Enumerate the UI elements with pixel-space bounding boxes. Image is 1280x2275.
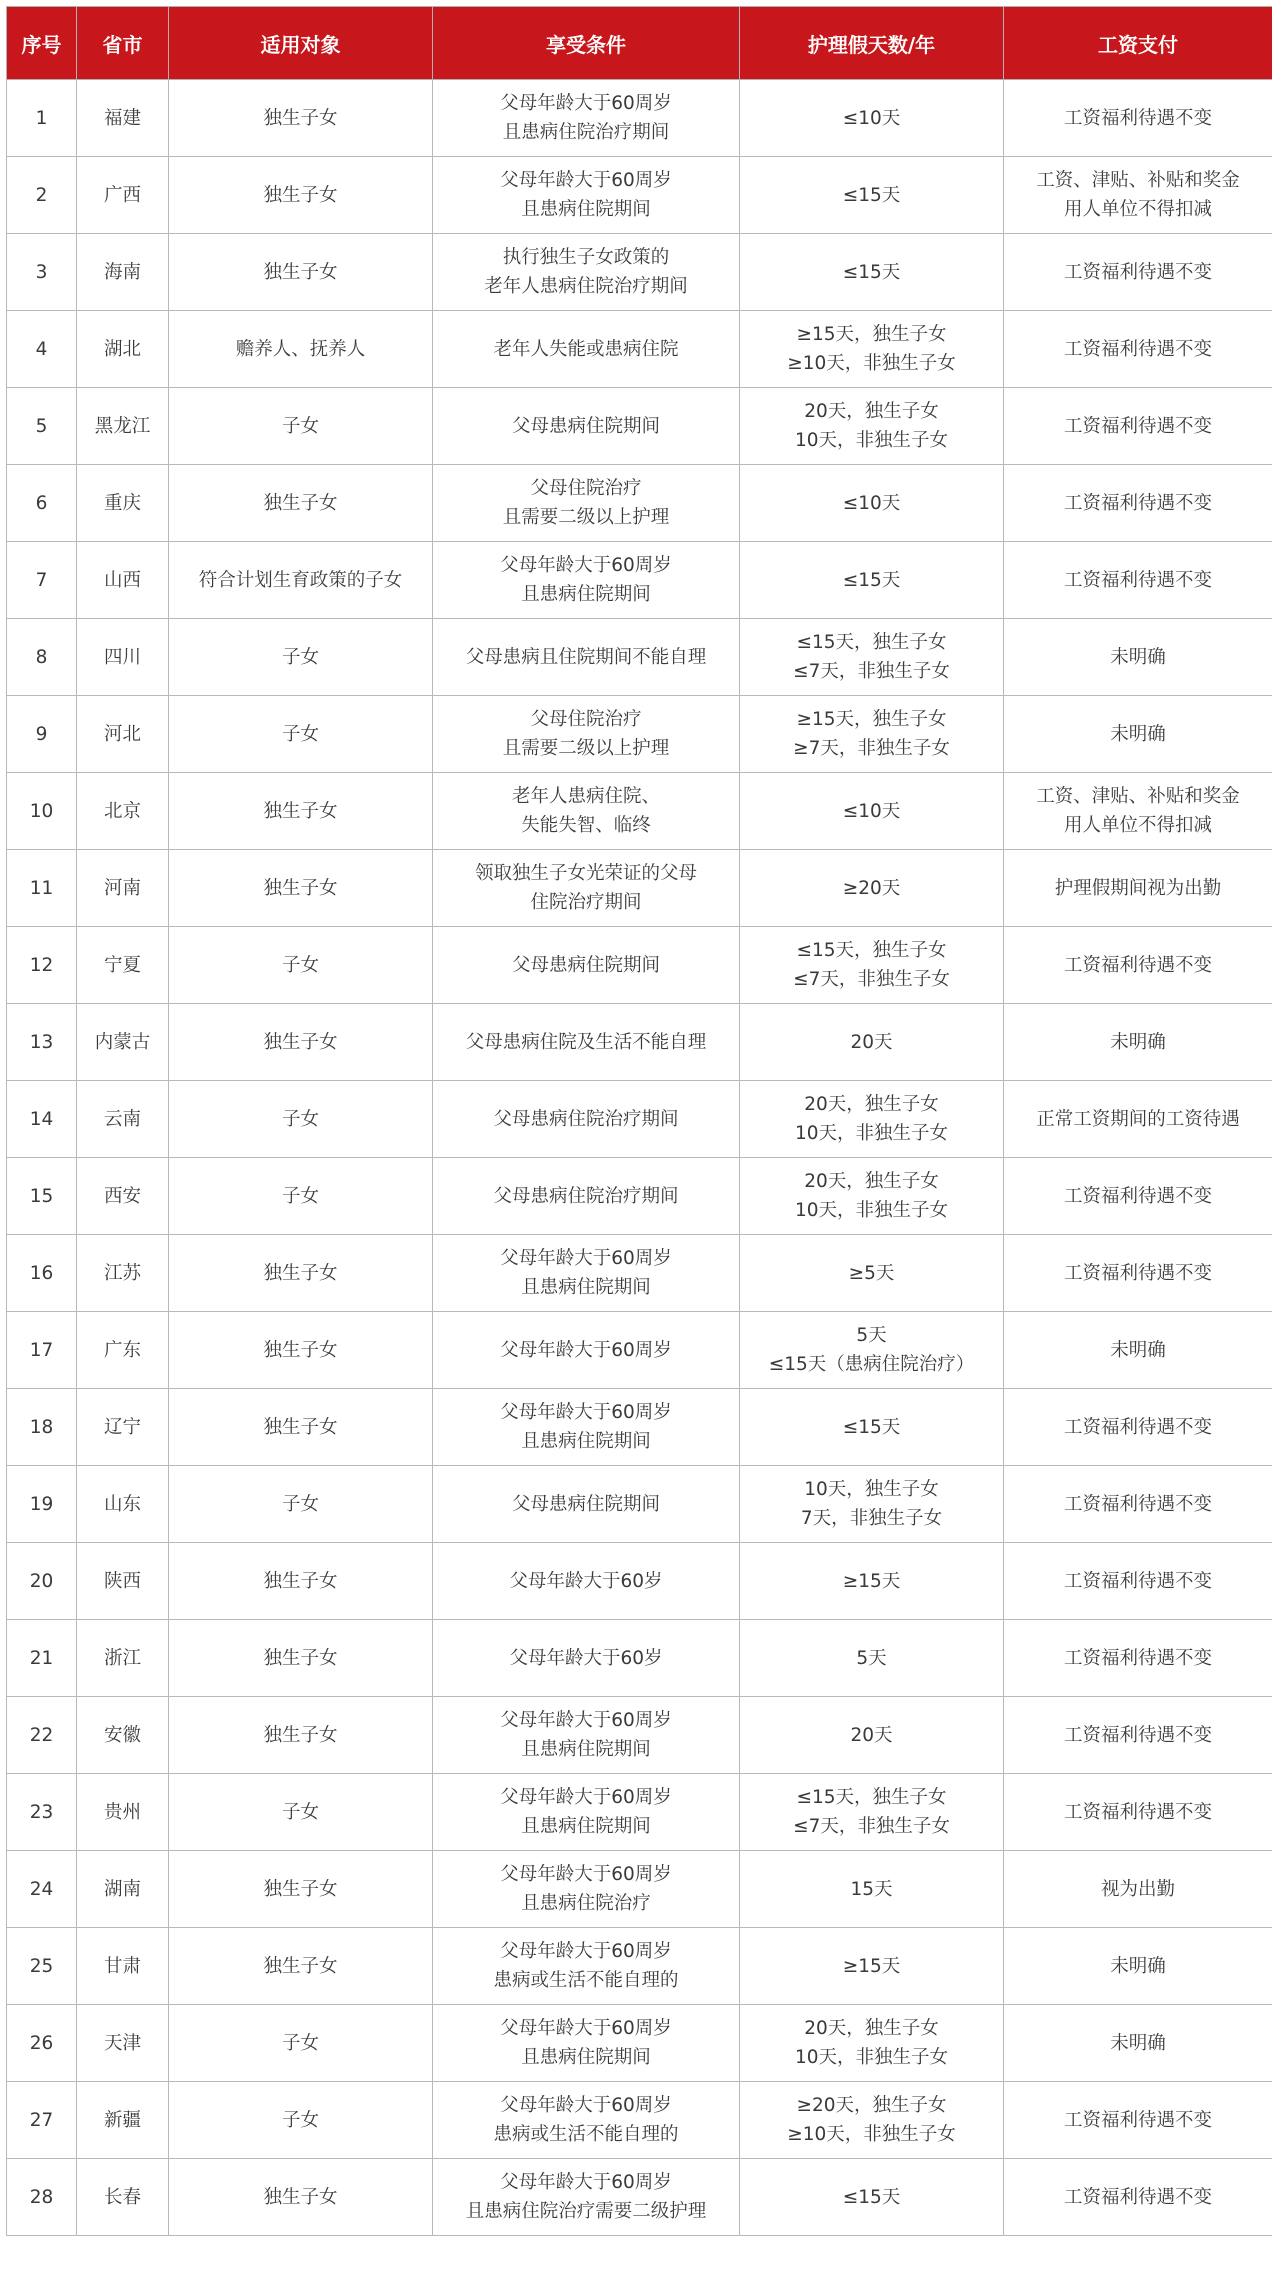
cell-condition: 父母年龄大于60周岁 xyxy=(433,1312,740,1389)
cell-wage: 未明确 xyxy=(1004,1004,1273,1081)
cell-days: ≤15天，独生子女 ≤7天，非独生子女 xyxy=(740,1774,1004,1851)
cell-wage: 工资福利待遇不变 xyxy=(1004,311,1273,388)
cell-condition: 父母患病住院治疗期间 xyxy=(433,1158,740,1235)
cell-days: ≤15天，独生子女 ≤7天，非独生子女 xyxy=(740,619,1004,696)
cell-province: 河北 xyxy=(77,696,169,773)
cell-province: 四川 xyxy=(77,619,169,696)
cell-days: 20天，独生子女 10天，非独生子女 xyxy=(740,388,1004,465)
cell-index: 28 xyxy=(7,2159,77,2236)
cell-eligible: 独生子女 xyxy=(169,1697,433,1774)
cell-wage: 工资福利待遇不变 xyxy=(1004,1466,1273,1543)
cell-wage: 工资福利待遇不变 xyxy=(1004,2159,1273,2236)
cell-wage: 未明确 xyxy=(1004,1312,1273,1389)
cell-province: 山东 xyxy=(77,1466,169,1543)
header-wage: 工资支付 xyxy=(1004,7,1273,80)
table-row xyxy=(7,1697,1273,1774)
cell-days: ≥20天，独生子女 ≥10天，非独生子女 xyxy=(740,2082,1004,2159)
cell-wage: 工资福利待遇不变 xyxy=(1004,388,1273,465)
cell-days: ≥15天 xyxy=(740,1543,1004,1620)
cell-wage: 工资福利待遇不变 xyxy=(1004,80,1273,157)
cell-eligible: 独生子女 xyxy=(169,157,433,234)
cell-condition: 父母年龄大于60周岁 且患病住院期间 xyxy=(433,1235,740,1312)
cell-province: 重庆 xyxy=(77,465,169,542)
table-row xyxy=(7,157,1273,234)
table-header xyxy=(7,7,1273,80)
cell-eligible: 子女 xyxy=(169,619,433,696)
cell-days: ≤10天 xyxy=(740,465,1004,542)
cell-province: 宁夏 xyxy=(77,927,169,1004)
cell-province: 新疆 xyxy=(77,2082,169,2159)
cell-wage: 工资福利待遇不变 xyxy=(1004,1697,1273,1774)
cell-condition: 老年人患病住院、 失能失智、临终 xyxy=(433,773,740,850)
cell-days: 20天，独生子女 10天，非独生子女 xyxy=(740,2005,1004,2082)
table-row xyxy=(7,465,1273,542)
cell-index: 21 xyxy=(7,1620,77,1697)
cell-condition: 父母年龄大于60周岁 患病或生活不能自理的 xyxy=(433,1928,740,2005)
cell-eligible: 独生子女 xyxy=(169,850,433,927)
cell-condition: 父母年龄大于60周岁 且患病住院治疗期间 xyxy=(433,80,740,157)
cell-index: 18 xyxy=(7,1389,77,1466)
cell-wage: 工资福利待遇不变 xyxy=(1004,1389,1273,1466)
table-row xyxy=(7,2082,1273,2159)
cell-province: 甘肃 xyxy=(77,1928,169,2005)
cell-province: 河南 xyxy=(77,850,169,927)
header-province: 省市 xyxy=(77,7,169,80)
cell-condition: 父母年龄大于60周岁 且患病住院治疗需要二级护理 xyxy=(433,2159,740,2236)
cell-eligible: 子女 xyxy=(169,1774,433,1851)
cell-eligible: 子女 xyxy=(169,1158,433,1235)
cell-province: 海南 xyxy=(77,234,169,311)
table-row xyxy=(7,80,1273,157)
table-row xyxy=(7,619,1273,696)
cell-condition: 父母患病住院及生活不能自理 xyxy=(433,1004,740,1081)
cell-eligible: 子女 xyxy=(169,1081,433,1158)
cell-eligible: 子女 xyxy=(169,927,433,1004)
cell-wage: 工资福利待遇不变 xyxy=(1004,1620,1273,1697)
cell-index: 16 xyxy=(7,1235,77,1312)
cell-wage: 工资福利待遇不变 xyxy=(1004,1774,1273,1851)
cell-wage: 未明确 xyxy=(1004,619,1273,696)
cell-province: 贵州 xyxy=(77,1774,169,1851)
cell-wage: 工资福利待遇不变 xyxy=(1004,542,1273,619)
table-row xyxy=(7,1004,1273,1081)
table-row xyxy=(7,311,1273,388)
cell-index: 10 xyxy=(7,773,77,850)
cell-condition: 父母患病住院期间 xyxy=(433,927,740,1004)
cell-condition: 父母年龄大于60周岁 且患病住院期间 xyxy=(433,1774,740,1851)
cell-eligible: 子女 xyxy=(169,2082,433,2159)
cell-index: 26 xyxy=(7,2005,77,2082)
policy-table-container xyxy=(6,6,1272,2269)
cell-eligible: 独生子女 xyxy=(169,1235,433,1312)
cell-days: 20天 xyxy=(740,1697,1004,1774)
cell-index: 5 xyxy=(7,388,77,465)
cell-wage: 工资福利待遇不变 xyxy=(1004,465,1273,542)
cell-wage: 工资福利待遇不变 xyxy=(1004,2082,1273,2159)
cell-condition: 父母年龄大于60周岁 患病或生活不能自理的 xyxy=(433,2082,740,2159)
cell-days: 15天 xyxy=(740,1851,1004,1928)
cell-eligible: 独生子女 xyxy=(169,1543,433,1620)
cell-index: 19 xyxy=(7,1466,77,1543)
cell-condition: 父母年龄大于60周岁 且患病住院治疗 xyxy=(433,1851,740,1928)
cell-condition: 父母患病住院治疗期间 xyxy=(433,1081,740,1158)
cell-condition: 父母年龄大于60周岁 且患病住院期间 xyxy=(433,1389,740,1466)
cell-days: ≤15天 xyxy=(740,1389,1004,1466)
cell-index: 1 xyxy=(7,80,77,157)
cell-condition: 父母患病住院期间 xyxy=(433,1466,740,1543)
cell-condition: 父母患病且住院期间不能自理 xyxy=(433,619,740,696)
table-row xyxy=(7,696,1273,773)
table-row xyxy=(7,388,1273,465)
cell-wage: 正常工资期间的工资待遇 xyxy=(1004,1081,1273,1158)
cell-wage: 工资、津贴、补贴和奖金 用人单位不得扣减 xyxy=(1004,157,1273,234)
cell-province: 广东 xyxy=(77,1312,169,1389)
cell-wage: 未明确 xyxy=(1004,2005,1273,2082)
cell-days: ≥15天，独生子女 ≥7天，非独生子女 xyxy=(740,696,1004,773)
cell-province: 辽宁 xyxy=(77,1389,169,1466)
cell-days: ≤15天 xyxy=(740,157,1004,234)
cell-eligible: 独生子女 xyxy=(169,1389,433,1466)
cell-province: 湖南 xyxy=(77,1851,169,1928)
table-row xyxy=(7,1312,1273,1389)
cell-eligible: 子女 xyxy=(169,696,433,773)
cell-eligible: 独生子女 xyxy=(169,234,433,311)
table-row xyxy=(7,2159,1273,2236)
cell-condition: 父母年龄大于60周岁 且患病住院期间 xyxy=(433,2005,740,2082)
cell-eligible: 独生子女 xyxy=(169,1851,433,1928)
table-row xyxy=(7,1620,1273,1697)
cell-index: 24 xyxy=(7,1851,77,1928)
table-row xyxy=(7,1851,1273,1928)
table-row xyxy=(7,2005,1273,2082)
cell-province: 陕西 xyxy=(77,1543,169,1620)
cell-province: 北京 xyxy=(77,773,169,850)
cell-index: 14 xyxy=(7,1081,77,1158)
table-row xyxy=(7,1774,1273,1851)
cell-index: 13 xyxy=(7,1004,77,1081)
cell-eligible: 独生子女 xyxy=(169,1004,433,1081)
cell-wage: 工资福利待遇不变 xyxy=(1004,1235,1273,1312)
cell-days: ≥15天 xyxy=(740,1928,1004,2005)
cell-index: 6 xyxy=(7,465,77,542)
cell-days: ≤10天 xyxy=(740,80,1004,157)
cell-index: 27 xyxy=(7,2082,77,2159)
cell-index: 15 xyxy=(7,1158,77,1235)
cell-index: 12 xyxy=(7,927,77,1004)
header-condition: 享受条件 xyxy=(433,7,740,80)
cell-province: 天津 xyxy=(77,2005,169,2082)
cell-province: 福建 xyxy=(77,80,169,157)
cell-eligible: 独生子女 xyxy=(169,2159,433,2236)
cell-condition: 父母住院治疗 且需要二级以上护理 xyxy=(433,696,740,773)
cell-province: 安徽 xyxy=(77,1697,169,1774)
table-row xyxy=(7,1158,1273,1235)
cell-province: 广西 xyxy=(77,157,169,234)
table-row xyxy=(7,1928,1273,2005)
cell-condition: 执行独生子女政策的 老年人患病住院治疗期间 xyxy=(433,234,740,311)
table-row xyxy=(7,542,1273,619)
cell-province: 云南 xyxy=(77,1081,169,1158)
table-row xyxy=(7,234,1273,311)
cell-condition: 父母患病住院期间 xyxy=(433,388,740,465)
header-eligible: 适用对象 xyxy=(169,7,433,80)
cell-index: 7 xyxy=(7,542,77,619)
cell-province: 浙江 xyxy=(77,1620,169,1697)
cell-wage: 未明确 xyxy=(1004,696,1273,773)
cell-condition: 父母年龄大于60岁 xyxy=(433,1543,740,1620)
cell-province: 内蒙古 xyxy=(77,1004,169,1081)
cell-index: 4 xyxy=(7,311,77,388)
cell-wage: 工资福利待遇不变 xyxy=(1004,234,1273,311)
cell-eligible: 子女 xyxy=(169,1466,433,1543)
cell-condition: 父母年龄大于60周岁 且患病住院期间 xyxy=(433,1697,740,1774)
cell-eligible: 赡养人、抚养人 xyxy=(169,311,433,388)
cell-days: ≥20天 xyxy=(740,850,1004,927)
table-row xyxy=(7,773,1273,850)
nursing-leave-table xyxy=(6,6,1272,2236)
cell-index: 25 xyxy=(7,1928,77,2005)
cell-wage: 护理假期间视为出勤 xyxy=(1004,850,1273,927)
header-row xyxy=(7,7,1273,80)
cell-days: ≥5天 xyxy=(740,1235,1004,1312)
cell-province: 黑龙江 xyxy=(77,388,169,465)
cell-condition: 父母年龄大于60周岁 且患病住院期间 xyxy=(433,542,740,619)
cell-days: 20天，独生子女 10天，非独生子女 xyxy=(740,1158,1004,1235)
cell-days: 20天 xyxy=(740,1004,1004,1081)
cell-index: 17 xyxy=(7,1312,77,1389)
cell-wage: 未明确 xyxy=(1004,1928,1273,2005)
table-row xyxy=(7,1081,1273,1158)
cell-wage: 工资福利待遇不变 xyxy=(1004,1158,1273,1235)
cell-eligible: 独生子女 xyxy=(169,1620,433,1697)
cell-condition: 父母年龄大于60岁 xyxy=(433,1620,740,1697)
table-row xyxy=(7,850,1273,927)
cell-index: 22 xyxy=(7,1697,77,1774)
cell-days: 20天，独生子女 10天，非独生子女 xyxy=(740,1081,1004,1158)
cell-days: ≤10天 xyxy=(740,773,1004,850)
table-row xyxy=(7,1543,1273,1620)
cell-province: 长春 xyxy=(77,2159,169,2236)
cell-days: ≥15天，独生子女 ≥10天，非独生子女 xyxy=(740,311,1004,388)
cell-condition: 领取独生子女光荣证的父母 住院治疗期间 xyxy=(433,850,740,927)
cell-index: 8 xyxy=(7,619,77,696)
cell-index: 11 xyxy=(7,850,77,927)
cell-province: 江苏 xyxy=(77,1235,169,1312)
cell-index: 9 xyxy=(7,696,77,773)
cell-condition: 父母住院治疗 且需要二级以上护理 xyxy=(433,465,740,542)
cell-eligible: 独生子女 xyxy=(169,80,433,157)
cell-province: 湖北 xyxy=(77,311,169,388)
cell-eligible: 独生子女 xyxy=(169,773,433,850)
cell-condition: 父母年龄大于60周岁 且患病住院期间 xyxy=(433,157,740,234)
cell-days: 5天 xyxy=(740,1620,1004,1697)
cell-days: ≤15天 xyxy=(740,2159,1004,2236)
cell-eligible: 独生子女 xyxy=(169,1312,433,1389)
cell-wage: 工资福利待遇不变 xyxy=(1004,927,1273,1004)
cell-eligible: 子女 xyxy=(169,2005,433,2082)
cell-condition: 老年人失能或患病住院 xyxy=(433,311,740,388)
table-row xyxy=(7,927,1273,1004)
cell-index: 23 xyxy=(7,1774,77,1851)
cell-eligible: 独生子女 xyxy=(169,465,433,542)
cell-eligible: 独生子女 xyxy=(169,1928,433,2005)
cell-days: ≤15天 xyxy=(740,542,1004,619)
cell-index: 3 xyxy=(7,234,77,311)
cell-province: 西安 xyxy=(77,1158,169,1235)
cell-wage: 视为出勤 xyxy=(1004,1851,1273,1928)
cell-index: 20 xyxy=(7,1543,77,1620)
cell-eligible: 子女 xyxy=(169,388,433,465)
cell-province: 山西 xyxy=(77,542,169,619)
cell-index: 2 xyxy=(7,157,77,234)
cell-days: ≤15天 xyxy=(740,234,1004,311)
header-days: 护理假天数/年 xyxy=(740,7,1004,80)
header-index: 序号 xyxy=(7,7,77,80)
table-body xyxy=(7,80,1273,2236)
cell-wage: 工资福利待遇不变 xyxy=(1004,1543,1273,1620)
cell-wage: 工资、津贴、补贴和奖金 用人单位不得扣减 xyxy=(1004,773,1273,850)
table-row xyxy=(7,1235,1273,1312)
table-row xyxy=(7,1389,1273,1466)
cell-days: 5天 ≤15天（患病住院治疗） xyxy=(740,1312,1004,1389)
cell-eligible: 符合计划生育政策的子女 xyxy=(169,542,433,619)
cell-days: ≤15天，独生子女 ≤7天，非独生子女 xyxy=(740,927,1004,1004)
table-row xyxy=(7,1466,1273,1543)
cell-days: 10天，独生子女 7天，非独生子女 xyxy=(740,1466,1004,1543)
